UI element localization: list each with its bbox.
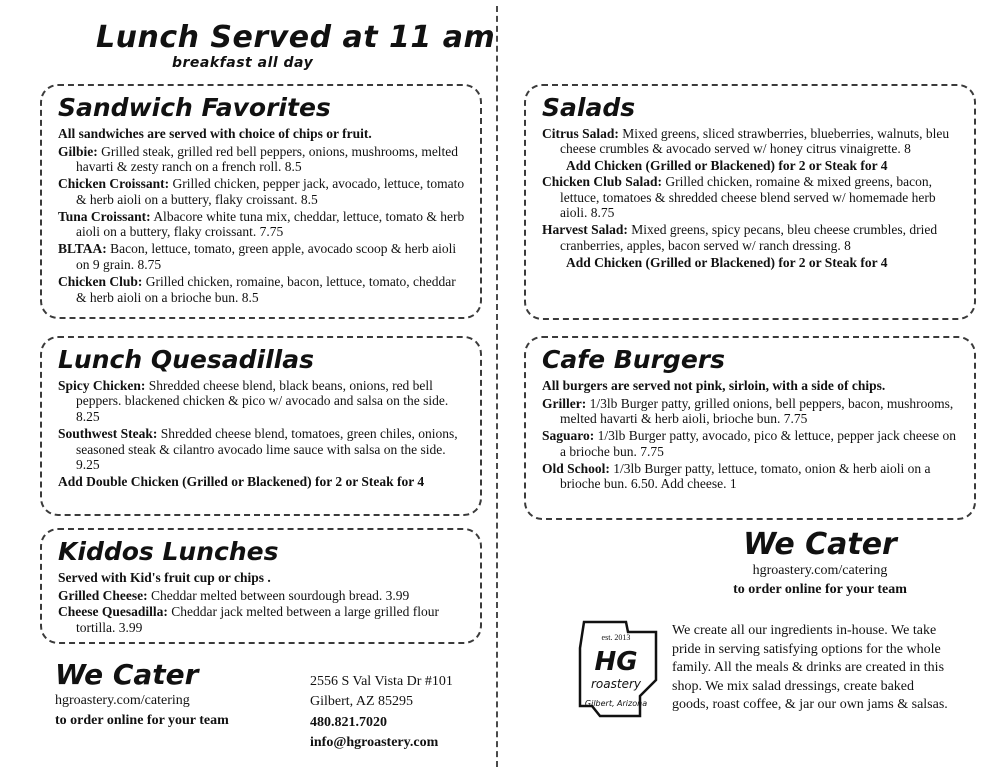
section-note: All burgers are served not pink, sirloin, with a side of chips. <box>542 377 886 393</box>
section-title: Lunch Quesadillas <box>58 345 314 374</box>
menu-item-desc: 1/3lb Burger patty, grilled onions, bell peppers, bacon, mushrooms, melted havarti & herb aioli, brioche bun. 7.75 <box>560 395 954 427</box>
menu-item <box>58 209 468 241</box>
hg-roastery-logo <box>570 618 662 722</box>
section-salads <box>524 84 976 320</box>
menu-item <box>542 428 962 460</box>
add-protein-note: Add Double Chicken (Grilled or Blackened) for 2 or Steak for 4 <box>58 474 425 490</box>
page-subtitle: breakfast all day <box>172 55 314 71</box>
menu-item-name: Griller: <box>542 395 587 411</box>
logo-est: est. 2013 <box>601 633 631 642</box>
menu-item-desc: Mixed greens, spicy pecans, bleu cheese crumbles, dried cranberries, apples, bacon served w/ ranch dressing. 8 <box>560 222 938 253</box>
address-block <box>310 672 453 753</box>
logo-word: roastery <box>590 677 642 691</box>
menu-item-desc: Shredded cheese blend, black beans, onions, red bell peppers. blackened chicken & pico w/ avocado and salsa on the side. 8.25 <box>76 377 449 425</box>
menu-item-name: Chicken Croissant: <box>58 176 170 192</box>
menu-item <box>58 274 468 306</box>
menu-item <box>542 396 962 428</box>
add-protein-note: Add Chicken (Grilled or Blackened) for 2 or Steak for 4 <box>566 254 888 270</box>
menu-item <box>542 174 962 221</box>
phone-number[interactable]: 480.821.7020 <box>310 714 387 730</box>
cater-title: We Cater <box>55 658 199 691</box>
cater-cta: to order online for your team <box>55 712 229 728</box>
menu-item <box>58 378 468 425</box>
cater-url[interactable]: hgroastery.com/catering <box>55 692 190 708</box>
menu-item-name: Gilbie: <box>58 143 98 159</box>
menu-item <box>58 241 468 273</box>
right-column <box>500 0 1000 773</box>
menu-item-desc: Grilled chicken, romaine, bacon, lettuce, tomato, cheddar & herb aioli on a brioche bun. 8.5 <box>76 273 456 305</box>
section-cafe-burgers <box>524 336 976 520</box>
menu-item-name: Saguaro: <box>542 428 595 444</box>
logo-place: Gilbert, Arizona <box>584 699 648 708</box>
section-title: Sandwich Favorites <box>58 93 331 122</box>
section-note: Served with Kid's fruit cup or chips . <box>58 569 271 585</box>
menu-item <box>58 176 468 208</box>
add-protein-note: Add Chicken (Grilled or Blackened) for 2 or Steak for 4 <box>566 158 888 174</box>
address-line-2: Gilbert, AZ 85295 <box>310 694 414 710</box>
menu-item <box>542 461 962 493</box>
cater-url[interactable]: hgroastery.com/catering <box>752 563 888 578</box>
section-note: All sandwiches are served with choice of chips or fruit. <box>58 125 372 141</box>
menu-item <box>542 126 962 158</box>
menu-item <box>58 426 468 473</box>
section-lunch-quesadillas <box>40 336 482 516</box>
menu-item-name: Cheese Quesadilla: <box>58 604 168 620</box>
about-paragraph: We create all our ingredients in-house. We take pride in serving satisfying options for the whole family. All the meals & drinks are created in this shop. We mix salad dressings, create baked goods, roast coffee, & jar our own jams & salsas. <box>672 623 948 713</box>
menu-item-desc: Grilled chicken, romaine & mixed greens, bacon, lettuce, tomatoes & shredded cheese blend served w/ homemade herb aioli. 8.75 <box>560 173 936 221</box>
menu-item <box>58 588 468 604</box>
menu-item-name: Spicy Chicken: <box>58 377 146 393</box>
left-column <box>0 0 496 773</box>
cater-cta: to order online for your team <box>733 582 907 597</box>
cater-block-right <box>660 528 980 598</box>
section-title: Kiddos Lunches <box>58 537 279 566</box>
page-fold-divider <box>496 6 498 767</box>
menu-item-name: Southwest Steak: <box>58 425 158 441</box>
section-sandwich-favorites <box>40 84 482 319</box>
menu-item-desc: Albacore white tuna mix, cheddar, lettuce, tomato & herb aioli on a buttery, flaky croissant. 7.75 <box>76 208 465 240</box>
menu-item-name: Tuna Croissant: <box>58 208 151 224</box>
menu-item-name: Harvest Salad: <box>542 222 628 238</box>
menu-item-desc: Grilled steak, grilled red bell peppers, onions, mushrooms, melted havarti & zesty ranch on a french roll. 8.5 <box>76 143 459 175</box>
section-title: Salads <box>542 93 636 122</box>
menu-item-name: Grilled Cheese: <box>58 587 148 603</box>
menu-item-desc: Cheddar jack melted between a large grilled flour tortilla. 3.99 <box>76 604 440 636</box>
menu-item-desc: Bacon, lettuce, tomato, green apple, avocado scoop & herb aioli on 9 grain. 8.75 <box>76 241 457 272</box>
address-line-1: 2556 S Val Vista Dr #101 <box>310 674 453 689</box>
menu-item-name: Old School: <box>542 460 610 476</box>
section-title: Cafe Burgers <box>542 345 725 374</box>
menu-item-desc: Shredded cheese blend, tomatoes, green chiles, onions, seasoned steak & cilantro avocado lime sauce with salsa on the side. 9.25 <box>76 425 458 473</box>
page-title: Lunch Served at 11 am <box>96 20 496 55</box>
logo-mark: HG <box>594 647 638 677</box>
menu-item-name: Citrus Salad: <box>542 125 619 141</box>
email-address[interactable]: info@hgroastery.com <box>310 734 439 750</box>
menu-item-desc: Mixed greens, sliced strawberries, blueberries, walnuts, bleu cheese crumbles & avocado served w/ honey citrus vinaigrette. 8 <box>560 125 950 157</box>
menu-item-desc: Cheddar melted between sourdough bread. 3.99 <box>150 587 410 603</box>
menu-item-name: Chicken Club: <box>58 273 143 289</box>
menu-item-desc: 1/3lb Burger patty, lettuce, tomato, onion & herb aioli on a brioche bun. 6.50. Add cheese. 1 <box>560 460 931 492</box>
cater-block-left <box>55 660 285 729</box>
menu-item-name: Chicken Club Salad: <box>542 173 663 189</box>
menu-item-desc: 1/3lb Burger patty, avocado, pico & lettuce, pepper jack cheese on a brioche bun. 7.75 <box>560 428 957 459</box>
menu-item <box>58 144 468 176</box>
menu-item <box>58 604 468 636</box>
menu-item <box>542 222 962 254</box>
menu-item-name: BLTAA: <box>58 241 107 257</box>
cater-title: We Cater <box>743 527 897 562</box>
section-kiddos-lunches <box>40 528 482 644</box>
menu-item-desc: Grilled chicken, pepper jack, avocado, lettuce, tomato & herb aioli on a buttery, flaky croissant. 8.5 <box>76 176 465 207</box>
